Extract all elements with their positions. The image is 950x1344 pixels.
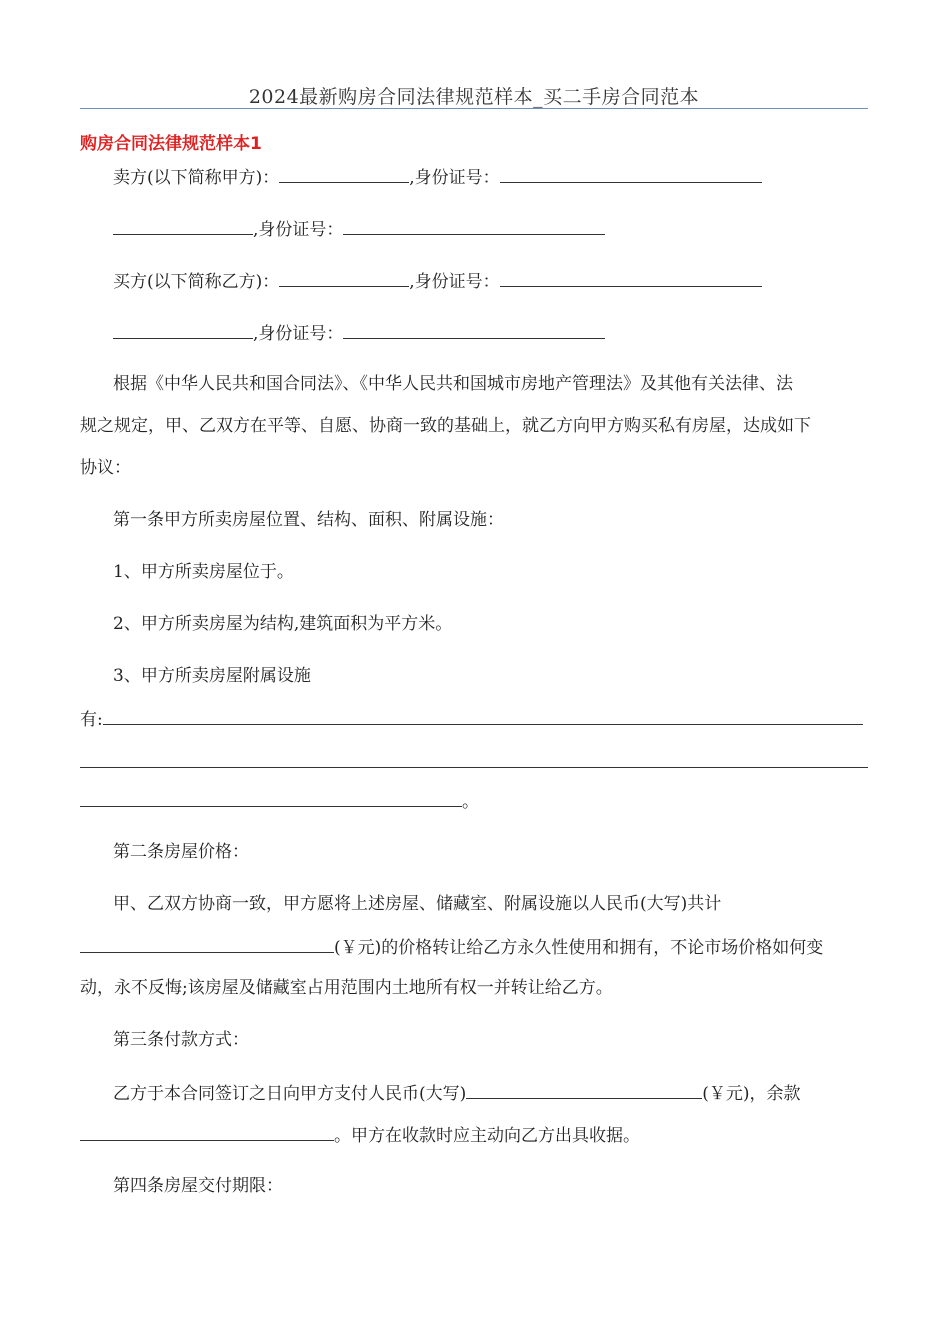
payment-blank bbox=[466, 1080, 702, 1099]
article2-line-1: 甲、乙双方协商一致，甲方愿将上述房屋、储藏室、附属设施以人民币(大写)共计 bbox=[113, 894, 722, 914]
article3-line-1-tail: (￥元)，余款 bbox=[702, 1084, 801, 1104]
header-divider bbox=[80, 108, 868, 109]
seller2-id-blank bbox=[343, 216, 605, 235]
buyer-id-blank bbox=[500, 268, 762, 287]
article2-title: 第二条房屋价格： bbox=[113, 842, 249, 862]
article1-item2: 2、甲方所卖房屋为结构,建筑面积为平方米。 bbox=[113, 614, 453, 634]
article3-line-1-head: 乙方于本合同签订之日向甲方支付人民币(大写) bbox=[113, 1084, 467, 1104]
buyer-label: 买方(以下简称乙方)： bbox=[113, 272, 280, 292]
facilities-blank-2 bbox=[80, 767, 868, 768]
article3-line-2-text: 。甲方在收款时应主动向乙方出具收据。 bbox=[334, 1126, 640, 1146]
article3-title: 第三条付款方式： bbox=[113, 1030, 249, 1050]
article1-title: 第一条甲方所卖房屋位置、结构、面积、附属设施： bbox=[113, 510, 504, 530]
article1-has-label: 有: bbox=[80, 710, 103, 730]
seller-id-blank bbox=[500, 164, 762, 183]
article1-has-line bbox=[80, 706, 863, 732]
article2-line-2 bbox=[80, 934, 823, 960]
seller2-id-label: ,身份证号： bbox=[253, 220, 344, 240]
article3-line-1 bbox=[113, 1080, 801, 1106]
article3-line-2 bbox=[80, 1122, 640, 1148]
price-blank bbox=[80, 934, 334, 953]
page-header-title: 2024最新购房合同法律规范样本_买二手房合同范本 bbox=[248, 86, 700, 108]
seller-label: 卖方(以下简称甲方)： bbox=[113, 168, 280, 188]
buyer-second-line bbox=[113, 320, 605, 346]
article2-line-2-text: (￥元)的价格转让给乙方永久性使用和拥有，不论市场价格如何变 bbox=[334, 938, 824, 958]
preamble-line-1: 根据《中华人民共和国合同法》、《中华人民共和国城市房地产管理法》及其他有关法律、法 bbox=[113, 374, 793, 394]
buyer2-id-label: ,身份证号： bbox=[253, 324, 344, 344]
preamble-line-3: 协议： bbox=[80, 458, 131, 478]
seller-name-blank bbox=[279, 164, 409, 183]
seller-line bbox=[113, 164, 762, 190]
seller-id-label: ,身份证号： bbox=[409, 168, 500, 188]
article1-item1: 1、甲方所卖房屋位于。 bbox=[113, 562, 294, 582]
article2-line-3: 动，永不反悔;该房屋及储藏室占用范围内土地所有权一并转让给乙方。 bbox=[80, 978, 613, 998]
seller-second-line bbox=[113, 216, 605, 242]
balance-blank bbox=[80, 1122, 334, 1141]
facilities-blank-3 bbox=[80, 788, 462, 807]
article1-end-mark: 。 bbox=[462, 792, 479, 812]
buyer2-id-blank bbox=[343, 320, 605, 339]
article4-title: 第四条房屋交付期限： bbox=[113, 1176, 283, 1196]
buyer-line bbox=[113, 268, 762, 294]
buyer-name-blank bbox=[279, 268, 409, 287]
facilities-blank-1 bbox=[103, 706, 863, 725]
section-title: 购房合同法律规范样本1 bbox=[80, 134, 262, 154]
seller2-name-blank bbox=[113, 216, 253, 235]
preamble-line-2: 规之规定，甲、乙双方在平等、自愿、协商一致的基础上，就乙方向甲方购买私有房屋，达成如下 bbox=[80, 416, 811, 436]
buyer-id-label: ,身份证号： bbox=[409, 272, 500, 292]
buyer2-name-blank bbox=[113, 320, 253, 339]
article1-item3: 3、甲方所卖房屋附属设施 bbox=[113, 666, 311, 686]
article1-end-line bbox=[80, 788, 479, 814]
